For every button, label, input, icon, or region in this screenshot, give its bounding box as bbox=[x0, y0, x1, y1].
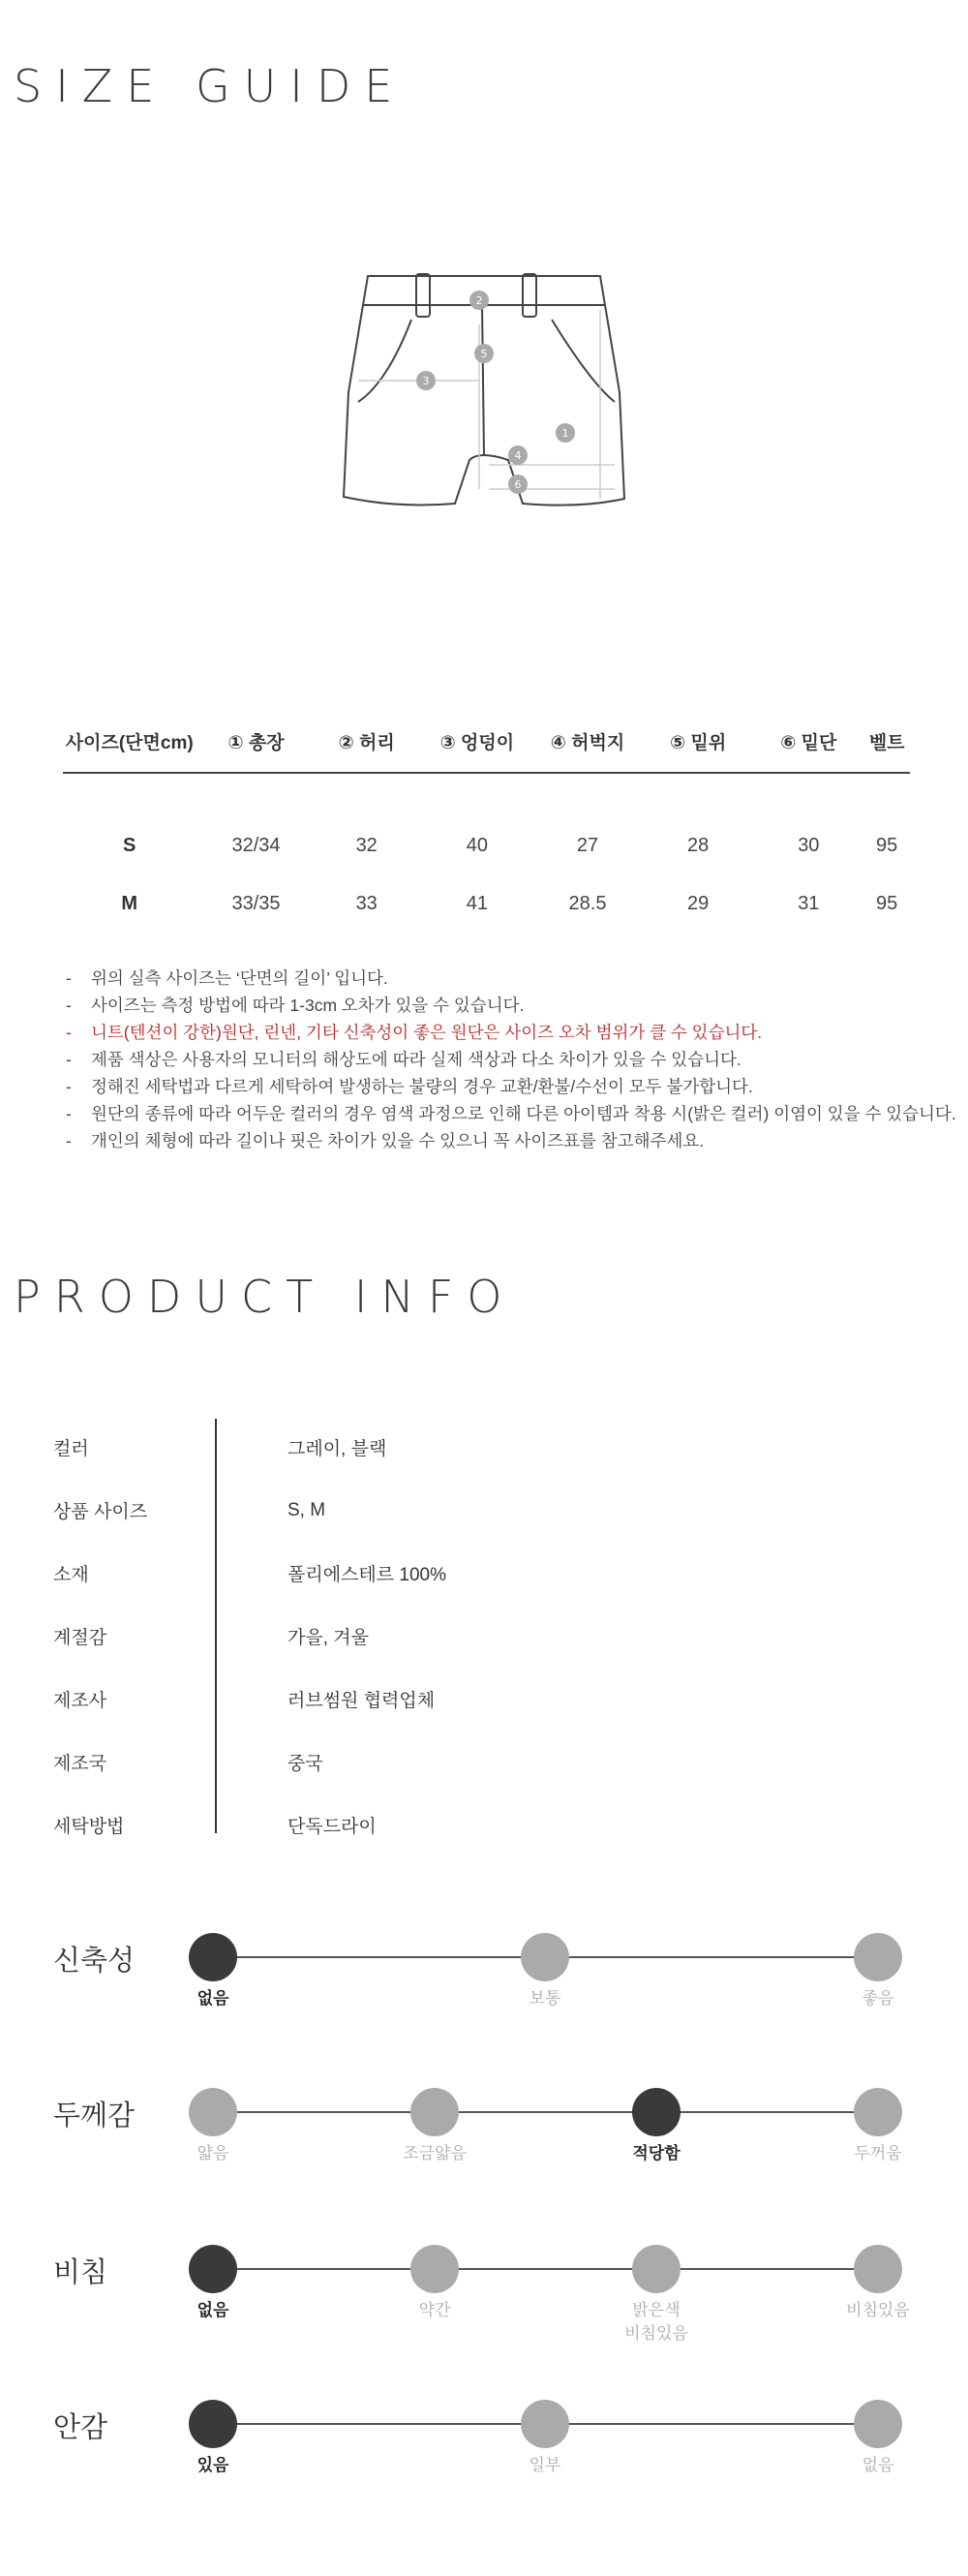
scale-option: 없음 bbox=[197, 1989, 229, 2008]
scale-dot bbox=[410, 2088, 459, 2136]
table-cell: 28.5 bbox=[568, 892, 607, 914]
table-cell: S bbox=[123, 834, 136, 856]
table-cell: 29 bbox=[687, 892, 710, 914]
scale-lining bbox=[0, 2394, 968, 2520]
marker-1-icon bbox=[556, 423, 575, 443]
note-item bbox=[66, 992, 937, 1019]
size-rows bbox=[58, 816, 910, 933]
scale-option: 두꺼움 bbox=[854, 2144, 902, 2162]
scale-label: 안감 bbox=[53, 2412, 108, 2443]
size-guide-title: SIZE GUIDE bbox=[14, 60, 407, 112]
product-info-table bbox=[53, 1416, 924, 1856]
info-key: 계절감 bbox=[53, 1628, 107, 1648]
scale-option: 보통 bbox=[529, 1989, 561, 2008]
scale-thickness bbox=[0, 2082, 968, 2208]
table-row bbox=[58, 816, 910, 874]
pocket-left bbox=[358, 320, 411, 402]
info-value: 중국 bbox=[287, 1754, 323, 1774]
table-cell: 41 bbox=[466, 892, 488, 914]
info-row bbox=[53, 1479, 924, 1542]
svg-text:5: 5 bbox=[480, 348, 488, 360]
info-row bbox=[53, 1416, 924, 1479]
table-cell: 32/34 bbox=[231, 834, 281, 856]
scale-option: 없음 bbox=[197, 2301, 229, 2319]
note-item bbox=[66, 1127, 937, 1154]
note-dash: - bbox=[66, 1023, 72, 1042]
note-item bbox=[66, 1073, 937, 1100]
scale-label: 비침 bbox=[53, 2257, 108, 2288]
header-cell: ⑤ 밑위 bbox=[670, 732, 727, 753]
scale-option: 비침있음 bbox=[846, 2301, 910, 2319]
marker-3-icon bbox=[416, 371, 436, 390]
info-row bbox=[53, 1794, 924, 1856]
info-value: 가을, 겨울 bbox=[287, 1628, 369, 1648]
info-value: S, M bbox=[287, 1499, 326, 1520]
scale-dot bbox=[854, 2088, 902, 2136]
note-dash: - bbox=[66, 996, 72, 1015]
note-dash: - bbox=[66, 1077, 72, 1096]
info-key: 상품 사이즈 bbox=[53, 1502, 148, 1522]
scale-option: 얇음 bbox=[197, 2144, 229, 2162]
svg-text:4: 4 bbox=[514, 449, 522, 462]
scale-stretch bbox=[0, 1927, 968, 2053]
note-item bbox=[66, 965, 937, 992]
pocket-right bbox=[552, 320, 615, 402]
info-value: 단독드라이 bbox=[287, 1817, 377, 1837]
table-cell: 33/35 bbox=[231, 892, 281, 914]
size-table-header bbox=[58, 712, 910, 770]
table-cell: 33 bbox=[355, 892, 378, 914]
scale-option: 일부 bbox=[529, 2456, 561, 2474]
marker-5-icon bbox=[474, 344, 494, 363]
scale-dot-selected bbox=[189, 2400, 237, 2448]
info-row bbox=[53, 1542, 924, 1605]
info-key: 제조사 bbox=[53, 1691, 107, 1711]
scale-label: 두께감 bbox=[53, 2101, 136, 2131]
note-text: 원단의 종류에 따라 어두운 컬러의 경우 염색 과정으로 인해 다른 아이템과 착용 시(밝은 컬러) 이염이 있을 수 있습니다. bbox=[91, 1104, 956, 1123]
info-row bbox=[53, 1731, 924, 1794]
product-info-title: PRODUCT INFO bbox=[14, 1271, 516, 1323]
info-value: 폴리에스테르 100% bbox=[287, 1565, 446, 1585]
scale-dot-selected bbox=[189, 1933, 237, 1981]
measure-markers bbox=[416, 291, 575, 494]
info-value: 그레이, 블랙 bbox=[287, 1439, 387, 1459]
belt-loop-right bbox=[523, 274, 536, 317]
header-cell: 벨트 bbox=[868, 732, 905, 753]
info-key: 컬러 bbox=[53, 1439, 89, 1459]
fly-line bbox=[482, 305, 484, 455]
size-table bbox=[58, 712, 910, 914]
shorts-diagram bbox=[329, 266, 639, 518]
info-value: 러브썸원 협력업체 bbox=[287, 1691, 436, 1711]
marker-6-icon bbox=[508, 475, 528, 494]
scale-dot bbox=[521, 2400, 569, 2448]
table-cell: M bbox=[121, 892, 138, 914]
note-text: 개인의 체형에 따라 길이나 핏은 차이가 있을 수 있으니 꼭 사이즈표를 참고해주세요. bbox=[91, 1131, 705, 1150]
header-cell: ④ 허벅지 bbox=[550, 732, 625, 753]
scale-sheerness bbox=[0, 2239, 968, 2365]
note-item bbox=[66, 1100, 956, 1127]
scale-option: 없음 bbox=[862, 2456, 894, 2474]
svg-text:3: 3 bbox=[422, 375, 430, 387]
info-row bbox=[53, 1668, 924, 1731]
table-cell: 95 bbox=[876, 834, 898, 856]
scale-option: 적당함 bbox=[632, 2144, 681, 2162]
note-text: 니트(텐션이 강한)원단, 린넨, 기타 신축성이 좋은 원단은 사이즈 오차 범위가 클 수 있습니다. bbox=[91, 1023, 763, 1042]
scale-dot bbox=[854, 2245, 902, 2293]
note-dash: - bbox=[66, 1131, 72, 1150]
size-notes bbox=[66, 965, 956, 1154]
info-key: 소재 bbox=[53, 1565, 89, 1585]
scale-option: 좋음 bbox=[862, 1989, 894, 2008]
marker-4-icon bbox=[508, 445, 528, 465]
info-row bbox=[53, 1605, 924, 1668]
scale-track bbox=[213, 2268, 881, 2270]
info-key: 세탁방법 bbox=[53, 1817, 125, 1837]
scale-track bbox=[213, 2111, 881, 2113]
scale-dot-selected bbox=[632, 2088, 681, 2136]
scale-option: 밝은색 비침있음 bbox=[624, 2301, 688, 2343]
table-cell: 30 bbox=[798, 834, 820, 856]
table-cell: 32 bbox=[355, 834, 378, 856]
belt-loop-left bbox=[416, 274, 430, 317]
scale-option: 있음 bbox=[197, 2456, 229, 2474]
header-divider bbox=[63, 772, 910, 774]
scale-option: 약간 bbox=[418, 2301, 451, 2319]
scale-dot bbox=[410, 2245, 459, 2293]
note-dash: - bbox=[66, 968, 72, 988]
info-key: 제조국 bbox=[53, 1754, 107, 1774]
scale-dot bbox=[632, 2245, 681, 2293]
note-dash: - bbox=[66, 1050, 72, 1069]
table-cell: 27 bbox=[576, 834, 599, 856]
table-row bbox=[58, 874, 910, 933]
table-cell: 40 bbox=[466, 834, 488, 856]
note-dash: - bbox=[66, 1104, 72, 1123]
note-text: 사이즈는 측정 방법에 따라 1-3cm 오차가 있을 수 있습니다. bbox=[91, 996, 525, 1015]
header-cell: ① 총장 bbox=[227, 732, 285, 753]
note-text: 위의 실측 사이즈는 ‘단면의 길이’ 입니다. bbox=[91, 968, 388, 988]
header-cell: ③ 엉덩이 bbox=[439, 732, 515, 753]
svg-text:1: 1 bbox=[561, 427, 569, 440]
header-cell: ⑥ 밑단 bbox=[780, 732, 837, 753]
table-cell: 95 bbox=[876, 892, 898, 914]
scale-dot bbox=[854, 2400, 902, 2448]
scale-label: 신축성 bbox=[53, 1946, 136, 1977]
header-cell: 사이즈(단면cm) bbox=[65, 732, 194, 753]
note-text: 정해진 세탁법과 다르게 세탁하여 발생하는 불량의 경우 교환/환불/수선이 모두 불가합니다. bbox=[91, 1077, 753, 1096]
svg-text:6: 6 bbox=[514, 478, 522, 491]
svg-text:2: 2 bbox=[475, 294, 483, 307]
scale-dot bbox=[521, 1933, 569, 1981]
note-item-warning bbox=[66, 1019, 937, 1046]
table-cell: 28 bbox=[687, 834, 710, 856]
table-cell: 31 bbox=[798, 892, 820, 914]
marker-2-icon bbox=[469, 291, 489, 310]
scale-dot-selected bbox=[189, 2245, 237, 2293]
scale-dot bbox=[854, 1933, 902, 1981]
note-item bbox=[66, 1046, 937, 1073]
header-cell: ② 허리 bbox=[338, 732, 395, 753]
note-text: 제품 색상은 사용자의 모니터의 해상도에 따라 실제 색상과 다소 차이가 있을 수 있습니다. bbox=[91, 1050, 741, 1069]
scale-dot bbox=[189, 2088, 237, 2136]
scale-option: 조금얇음 bbox=[403, 2144, 467, 2162]
